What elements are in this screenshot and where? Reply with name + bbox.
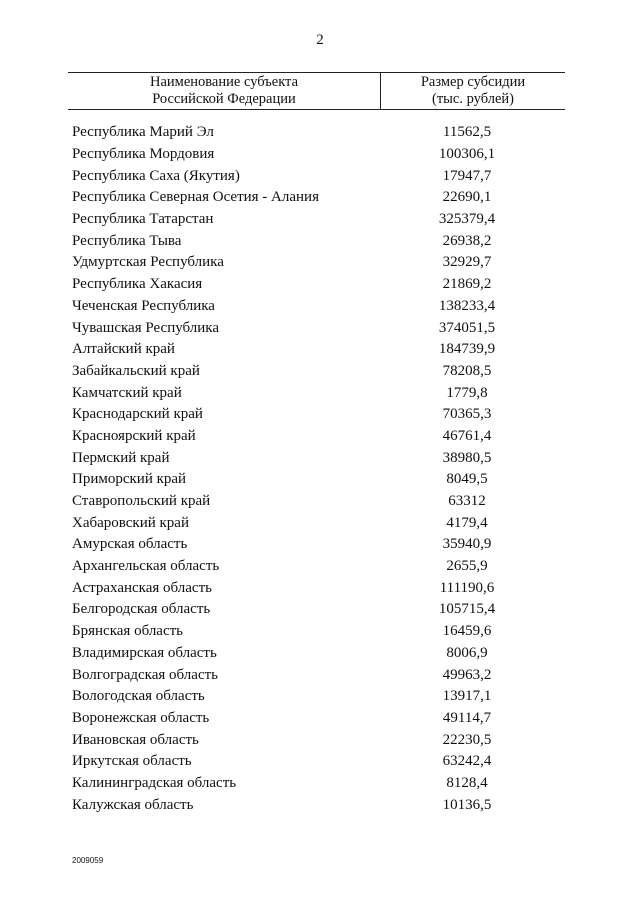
- region-name: Чувашская Республика: [72, 319, 220, 336]
- table-row: [72, 577, 562, 599]
- region-name: Ставропольский край: [72, 493, 211, 510]
- subsidy-value: 138233,4: [438, 297, 496, 314]
- subsidy-value: 22690,1: [442, 189, 492, 206]
- region-name: Владимирская область: [72, 644, 217, 661]
- subsidy-value: 374051,5: [438, 319, 496, 336]
- subsidy-value: 184739,9: [438, 341, 496, 358]
- subsidy-value: 8049,5: [446, 471, 488, 488]
- region-name: Воронежская область: [72, 709, 210, 726]
- region-name: Астраханская область: [72, 579, 212, 596]
- region-name: Волгоградская область: [72, 666, 218, 683]
- table-row: [72, 209, 562, 231]
- region-name: Брянская область: [72, 623, 184, 640]
- subsidy-value: 70365,3: [442, 406, 492, 423]
- region-name: Ивановская область: [72, 731, 199, 748]
- region-name: Камчатский край: [72, 384, 182, 401]
- table-row: [72, 664, 562, 686]
- region-name: Алтайский край: [72, 341, 175, 358]
- table-row: [72, 274, 562, 296]
- subsidy-value: 26938,2: [442, 232, 492, 249]
- region-name: Калужская область: [72, 796, 194, 813]
- table-row: [72, 794, 562, 816]
- region-name: Архангельская область: [72, 558, 220, 575]
- subsidy-value: 17947,7: [442, 167, 492, 184]
- table-row: [72, 317, 562, 339]
- table-row: [72, 404, 562, 426]
- subsidy-value: 11562,5: [442, 124, 492, 141]
- table-row: [72, 122, 562, 144]
- region-name: Республика Хакасия: [72, 276, 203, 293]
- subsidy-value: 10136,5: [442, 796, 492, 813]
- header-region-line2: Российской Федерации: [152, 91, 296, 107]
- subsidy-value: 16459,6: [442, 623, 492, 640]
- table-row: [72, 729, 562, 751]
- table-row: [72, 296, 562, 318]
- region-name: Белгородская область: [72, 601, 211, 618]
- table-row: [72, 512, 562, 534]
- subsidy-value: 49963,2: [442, 666, 492, 683]
- table-row: [72, 751, 562, 773]
- region-name: Вологодская область: [72, 688, 205, 705]
- table-row: [72, 230, 562, 252]
- region-name: Республика Татарстан: [72, 211, 214, 228]
- table-row: [72, 599, 562, 621]
- subsidy-value: 63242,4: [442, 753, 492, 770]
- subsidy-value: 100306,1: [438, 146, 496, 163]
- region-name: Калининградская область: [72, 774, 237, 791]
- table-row: [72, 621, 562, 643]
- subsidy-value: 8006,9: [446, 644, 488, 661]
- region-name: Чеченская Республика: [72, 297, 215, 314]
- table-row: [72, 361, 562, 383]
- page-number: 2: [316, 32, 324, 48]
- region-name: Красноярский край: [72, 427, 196, 444]
- region-name: Удмуртская Республика: [72, 254, 224, 271]
- header-column-region: [68, 73, 381, 109]
- subsidy-value: 35940,9: [442, 536, 492, 553]
- region-name: Республика Саха (Якутия): [72, 167, 240, 184]
- header-column-subsidy: [381, 73, 565, 109]
- subsidy-value: 4179,4: [446, 514, 488, 531]
- document-code: 2009059: [72, 856, 104, 865]
- region-name: Амурская область: [72, 536, 188, 553]
- subsidy-value: 105715,4: [438, 601, 496, 618]
- table-row: [72, 187, 562, 209]
- table-row: [72, 447, 562, 469]
- subsidy-value: 13917,1: [442, 688, 492, 705]
- subsidy-value: 78208,5: [442, 362, 492, 379]
- subsidy-value: 8128,4: [446, 774, 488, 791]
- table-row: [72, 534, 562, 556]
- subsidy-value: 63312: [448, 493, 486, 510]
- subsidy-value: 49114,7: [442, 709, 492, 726]
- region-name: Республика Мордовия: [72, 146, 215, 163]
- subsidy-value: 111190,6: [439, 579, 495, 596]
- subsidy-value: 32929,7: [442, 254, 492, 271]
- region-name: Республика Тыва: [72, 232, 182, 249]
- table-row: [72, 339, 562, 361]
- table-row: [72, 686, 562, 708]
- region-name: Приморский край: [72, 471, 187, 488]
- header-subsidy-line2: (тыс. рублей): [432, 91, 514, 107]
- table-row: [72, 643, 562, 665]
- region-name: Забайкальский край: [72, 362, 200, 379]
- subsidy-value: 46761,4: [442, 427, 492, 444]
- header-subsidy-line1: Размер субсидии: [420, 74, 526, 90]
- table-row: [72, 491, 562, 513]
- table-row: [72, 382, 562, 404]
- region-name: Иркутская область: [72, 753, 192, 770]
- table-row: [72, 469, 562, 491]
- subsidy-value: 38980,5: [442, 449, 492, 466]
- subsidy-value: 22230,5: [442, 731, 492, 748]
- header-region-line1: Наименование субъекта: [149, 74, 299, 90]
- region-name: Пермский край: [72, 449, 170, 466]
- subsidy-value: 325379,4: [438, 211, 496, 228]
- subsidy-value: 2655,9: [446, 558, 488, 575]
- table-row: [72, 708, 562, 730]
- region-name: Краснодарский край: [72, 406, 203, 423]
- region-name: Республика Северная Осетия - Алания: [72, 189, 319, 206]
- region-name: Хабаровский край: [72, 514, 189, 531]
- table-body: [72, 122, 562, 816]
- subsidy-value: 21869,2: [442, 276, 492, 293]
- table-row: [72, 144, 562, 166]
- table-row: [72, 165, 562, 187]
- table-row: [72, 252, 562, 274]
- table-row: [72, 556, 562, 578]
- table-header: [68, 72, 565, 110]
- subsidy-value: 1779,8: [446, 384, 488, 401]
- region-name: Республика Марий Эл: [72, 124, 214, 141]
- table-row: [72, 426, 562, 448]
- table-row: [72, 773, 562, 795]
